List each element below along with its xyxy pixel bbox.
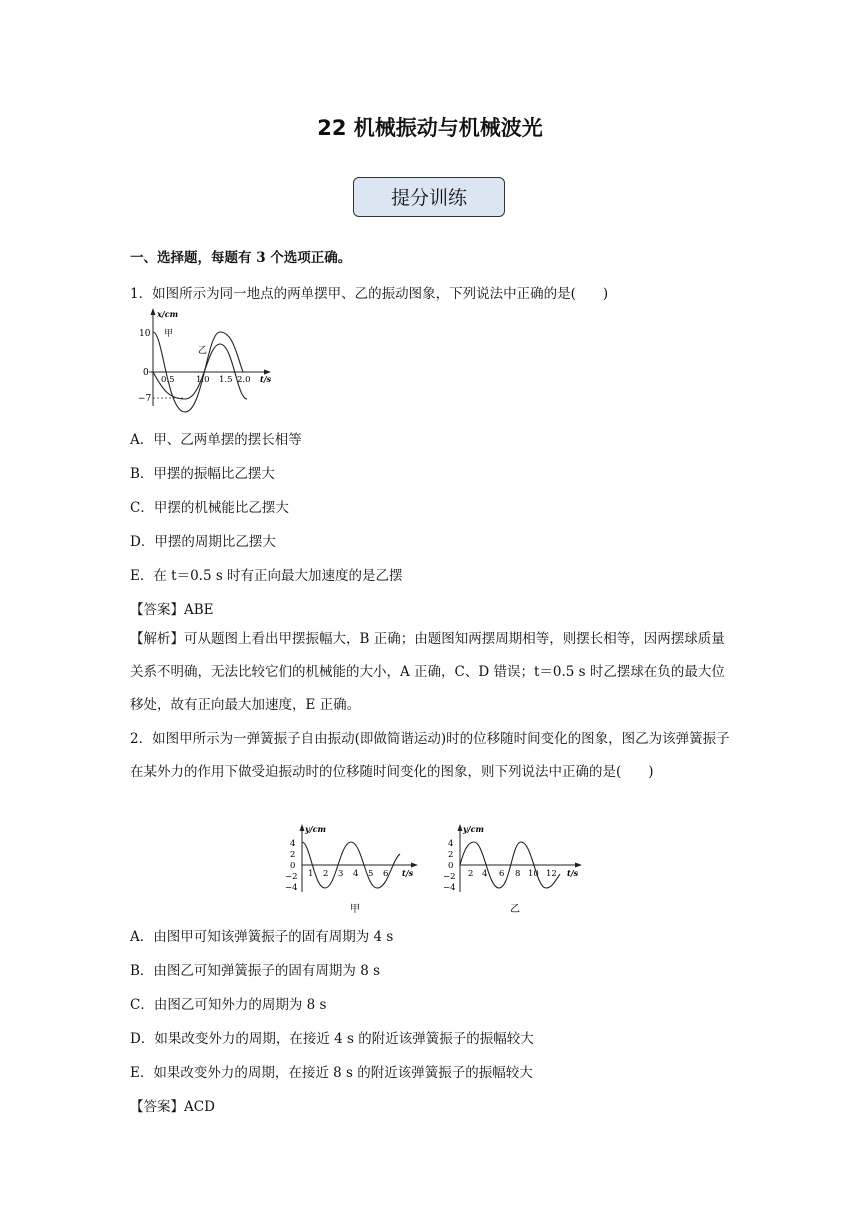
q2b-x-tick: 12 [546, 869, 557, 879]
q2b-x-axis-label: t/s [567, 868, 579, 878]
question-2-figure-yi [438, 822, 588, 918]
q2-option-c: C．由图乙可知外力的周期为 8 s [130, 997, 327, 1013]
q1-y-axis-label: x/cm [157, 309, 179, 319]
curve-label-yi: 乙 [198, 346, 208, 356]
q2-option-b: B．由图乙可知弹簧振子的固有周期为 8 s [130, 963, 381, 979]
q2a-x-tick: 3 [338, 869, 344, 879]
q2a-y-tick: −4 [285, 883, 298, 893]
section-heading: 一、选择题，每题有 3 个选项正确。 [130, 250, 352, 266]
q1-x-axis-label: t/s [260, 374, 272, 384]
q1-option-e: E．在 t＝0.5 s 时有正向最大加速度的是乙摆 [130, 568, 403, 584]
q1-option-a: A．甲、乙两单摆的摆长相等 [130, 432, 302, 448]
q1-y-tick: 0 [143, 368, 149, 378]
q1-option-d: D．甲摆的周期比乙摆大 [130, 534, 276, 550]
q2a-y-tick: −2 [285, 872, 298, 882]
q2b-y-tick: 4 [448, 839, 454, 849]
q2b-y-tick: −4 [443, 883, 456, 893]
q1-x-tick: 2.0 [237, 375, 251, 385]
figure-caption-yi: 乙 [510, 904, 520, 915]
q1-answer: 【答案】ABE [130, 602, 214, 618]
q1-x-tick: 1.0 [196, 375, 210, 385]
q2a-x-tick: 2 [323, 869, 329, 879]
q2b-x-tick: 2 [468, 869, 474, 879]
section-badge: 提分训练 [353, 177, 505, 217]
q2b-x-tick: 8 [515, 869, 521, 879]
q2a-y-axis-label: y/cm [305, 824, 326, 834]
q2a-x-tick: 1 [308, 869, 314, 879]
q2b-x-tick: 10 [528, 869, 539, 879]
q2a-y-tick: 4 [290, 839, 296, 849]
q2a-y-tick: 0 [290, 861, 296, 871]
document-title: 22 机械振动与机械波光 [317, 116, 543, 140]
question-1-figure [135, 306, 295, 414]
q2b-x-tick: 4 [482, 869, 488, 879]
q1-option-c: C．甲摆的机械能比乙摆大 [130, 500, 289, 516]
figure-caption-jia: 甲 [350, 904, 360, 915]
q1-x-tick: 0.5 [161, 375, 175, 385]
q2b-y-tick: 0 [448, 861, 454, 871]
question-1-stem: 1．如图所示为同一地点的两单摆甲、乙的振动图象，下列说法中正确的是( ) [130, 286, 609, 302]
q1-y-tick: −7 [138, 394, 152, 404]
q1-option-b: B．甲摆的振幅比乙摆大 [130, 466, 275, 482]
q2-option-e: E．如果改变外力的周期，在接近 8 s 的附近该弹簧振子的振幅较大 [130, 1065, 533, 1081]
q2b-y-tick: −2 [443, 872, 456, 882]
question-2-figure-jia [280, 822, 420, 918]
q2b-x-tick: 6 [499, 869, 505, 879]
q1-analysis: 【解析】可从题图上看出甲摆振幅大，B 正确；由题图知两摆周期相等，则摆长相等，因两摆球质量关系不明确，无法比较它们的机械能的大小，A 正确，C、D 错误；t＝0.5 s 时乙摆球在负的最大位移处，故有正向最大加速度，E 正确。 [130, 631, 725, 713]
q2-option-a: A．由图甲可知该弹簧振子的固有周期为 4 s [130, 929, 394, 945]
q2-answer: 【答案】ACD [130, 1099, 215, 1115]
q2a-x-tick: 5 [368, 869, 374, 879]
q2a-x-tick: 4 [353, 869, 359, 879]
q2a-x-tick: 6 [383, 869, 389, 879]
question-2-stem: 2．如图甲所示为一弹簧振子自由振动(即做简谐运动)时的位移随时间变化的图象，图乙为该弹簧振子在某外力的作用下做受迫振动时的位移随时间变化的图象，则下列说法中正确的是( ) [130, 731, 730, 780]
q1-x-tick: 1.5 [219, 375, 233, 385]
q2b-y-axis-label: y/cm [463, 824, 484, 834]
q2a-y-tick: 2 [290, 850, 296, 860]
q2b-y-tick: 2 [448, 850, 454, 860]
q2-option-d: D．如果改变外力的周期，在接近 4 s 的附近该弹簧振子的振幅较大 [130, 1031, 534, 1047]
q1-y-tick: 10 [139, 329, 151, 339]
q2a-x-axis-label: t/s [402, 868, 414, 878]
curve-label-jia: 甲 [164, 329, 174, 339]
